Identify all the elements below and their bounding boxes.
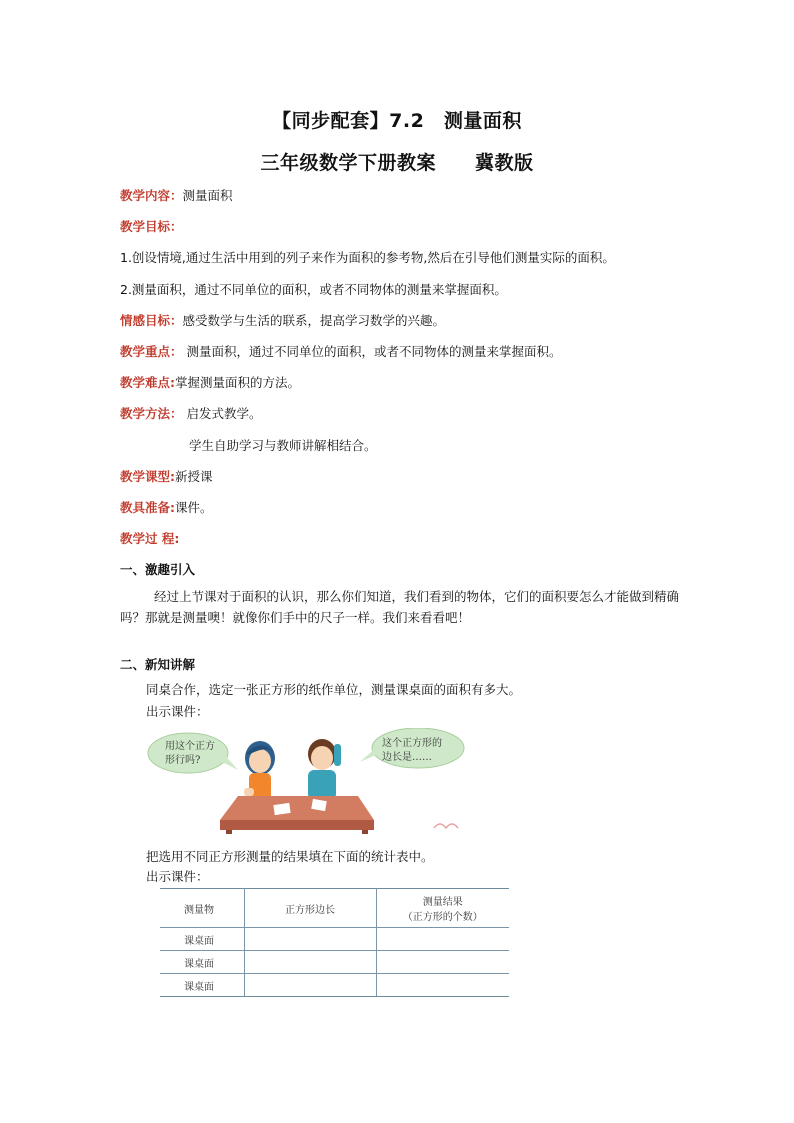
section-2-p1: 同桌合作，选定一张正方形的纸作单位，测量课桌面的面积有多大。 — [146, 682, 522, 697]
header-result — [376, 889, 509, 928]
content-label: 教学内容 — [120, 188, 171, 203]
row-1-side — [244, 928, 376, 951]
lesson-type-label: 教学课型 — [120, 469, 171, 484]
desk — [220, 796, 374, 834]
goals-label: 教学目标 — [120, 219, 171, 234]
classroom-illustration — [146, 728, 468, 834]
section-1-heading: 一、激趣引入 — [120, 562, 196, 577]
section-1-text: 经过上节课对于面积的认识，那么你们知道，我们看到的物体，它们的面积要怎么才能做到精确吗？那就是测量噢！就像你们手中的尺子一样。我们来看看吧！ — [120, 589, 680, 625]
table-row — [160, 974, 509, 997]
table-row — [160, 928, 509, 951]
lesson-type-text: 新授课 — [175, 469, 213, 484]
difficulty-row: 教学难点:掌握测量面积的方法。 — [120, 375, 301, 390]
difficulty-label: 教学难点 — [120, 375, 171, 390]
row-1-object: 课桌面 — [160, 928, 244, 951]
speech-bubble-left — [148, 733, 238, 773]
method-row: 教学方法： 启发式教学。 — [120, 406, 262, 421]
header-result-line-2: （正方形的个数） — [402, 912, 483, 923]
tools-label: 教具准备 — [120, 500, 171, 515]
goals-row: 教学目标： — [120, 219, 183, 234]
title-line-1: 【同步配套】7.2 测量面积 — [272, 110, 522, 132]
tools-row: 教具准备:课件。 — [120, 500, 213, 515]
bubble-left-line-2: 形行吗? — [165, 755, 201, 766]
speech-bubble-right — [360, 728, 464, 768]
boy-figure — [308, 739, 341, 800]
row-1-result — [376, 928, 509, 951]
method-text-2: 学生自助学习与教师讲解相结合。 — [189, 438, 377, 453]
key-point-row: 教学重点： 测量面积，通过不同单位的面积，或者不同物体的测量来掌握面积。 — [120, 344, 562, 359]
bubble-right-line-1: 这个正方形的 — [382, 738, 442, 749]
method-text: 启发式教学。 — [186, 406, 262, 421]
process-label: 教学过 程 — [120, 531, 175, 546]
tools-text: 课件。 — [175, 500, 213, 515]
measurement-table — [160, 888, 509, 997]
table-row — [160, 951, 509, 974]
key-point-label: 教学重点 — [120, 344, 171, 359]
emotion-text: 感受数学与生活的联系，提高学习数学的兴趣。 — [182, 313, 446, 328]
method-label: 教学方法 — [120, 406, 171, 421]
row-2-result — [376, 951, 509, 974]
bubble-left-line-1: 用这个正方 — [165, 741, 215, 752]
key-point-text: 测量面积，通过不同单位的面积，或者不同物体的测量来掌握面积。 — [186, 344, 562, 359]
title-line-2: 三年级数学下册教案 冀教版 — [260, 152, 534, 174]
goal-item-1: 1.创设情境,通过生活中用到的列子来作为面积的参考物,然后在引导他们测量实际的面积。 — [120, 250, 615, 265]
table-header-row — [160, 889, 509, 928]
header-object: 测量物 — [160, 889, 244, 928]
header-side-length: 正方形边长 — [244, 889, 376, 928]
bubble-right-line-2: 边长是…… — [382, 752, 432, 763]
emotion-label: 情感目标 — [120, 313, 171, 328]
header-result-line-1: 测量结果 — [422, 897, 463, 908]
decoration-mark — [434, 824, 458, 828]
row-3-object: 课桌面 — [160, 974, 244, 997]
row-3-side — [244, 974, 376, 997]
content-row: 教学内容：测量面积 — [120, 188, 233, 203]
section-2-p2: 出示课件： — [146, 704, 209, 719]
goal-item-2: 2.测量面积，通过不同单位的面积，或者不同物体的测量来掌握面积。 — [120, 282, 507, 297]
difficulty-text: 掌握测量面积的方法。 — [175, 375, 301, 390]
emotion-row: 情感目标：感受数学与生活的联系，提高学习数学的兴趣。 — [120, 313, 446, 328]
section-2-heading: 二、新知讲解 — [120, 657, 196, 672]
section-2-p4: 出示课件： — [146, 869, 209, 884]
content-text: 测量面积 — [182, 188, 233, 203]
girl-figure — [244, 741, 275, 803]
process-row: 教学过 程: — [120, 531, 180, 546]
row-3-result — [376, 974, 509, 997]
row-2-object: 课桌面 — [160, 951, 244, 974]
row-2-side — [244, 951, 376, 974]
lesson-type-row: 教学课型:新授课 — [120, 469, 213, 484]
section-2-p3: 把选用不同正方形测量的结果填在下面的统计表中。 — [146, 849, 434, 864]
